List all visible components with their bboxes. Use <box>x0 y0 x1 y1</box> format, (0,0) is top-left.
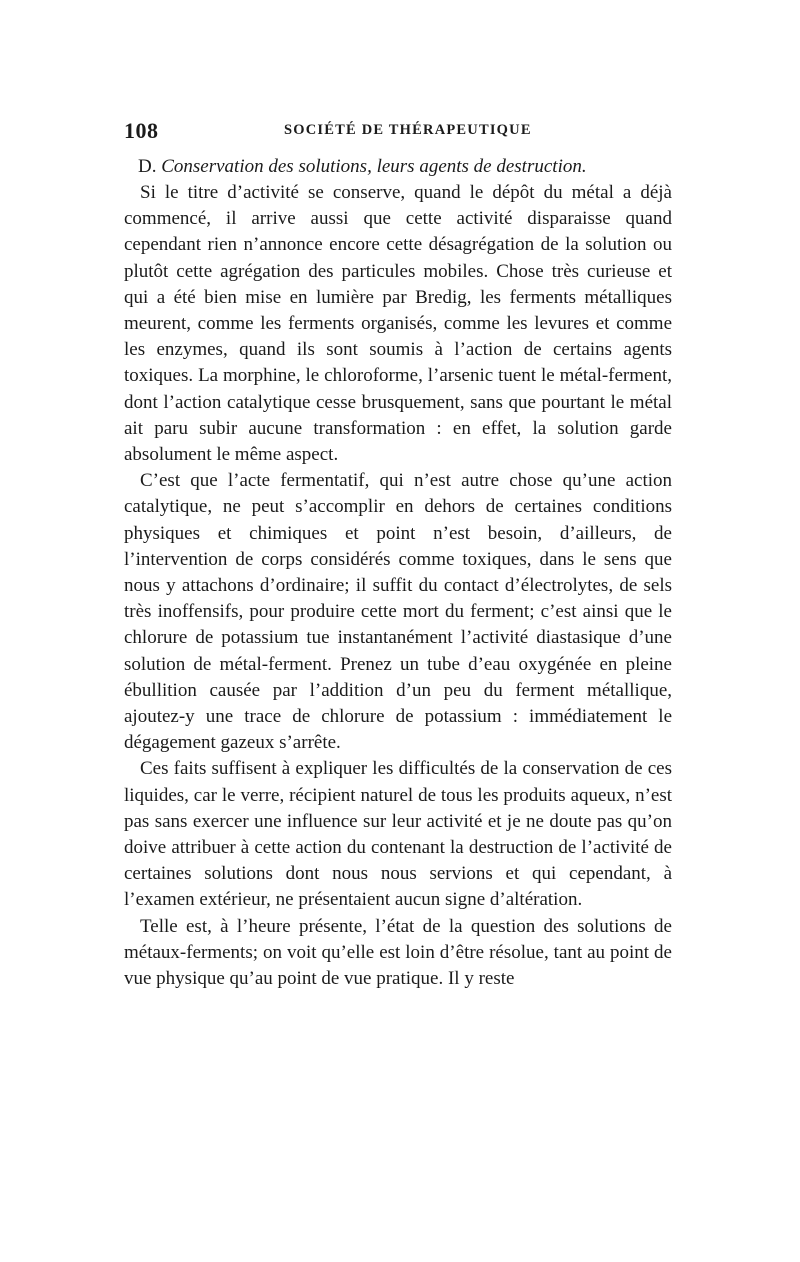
section-title: Conservation des solutions, leurs agents de destruction. <box>161 156 587 177</box>
book-page <box>124 118 672 992</box>
running-title: SOCIÉTÉ DE THÉRAPEUTIQUE <box>284 122 532 138</box>
section-label: D. <box>138 156 157 177</box>
paragraph-1: Si le titre d’activité se conserve, quand le dépôt du métal a déjà commencé, il arrive aussi que cette activité disparaisse quand cependant rien n’annonce encore cette désagrégation de la solution ou plutôt cette agrégation des particules mobiles. Chose très curieuse et qui a été bien mise en lumière par Bredig, les ferments métalliques meurent, comme les ferments organisés, comme les levures et comme les enzymes, quand ils sont soumis à l’action de certains agents toxiques. La morphine, le chloroforme, l’arsenic tuent le métal-ferment, dont l’action catalytique cesse brusquement, sans que pourtant le métal ait paru subir aucune transformation : en effet, la solution garde absolument le même aspect. <box>124 182 672 466</box>
paragraph-3: Ces faits suffisent à expliquer les difficultés de la conservation de ces liquides, car le verre, récipient naturel de tous les produits aqueux, n’est pas sans exercer une influence sur leur activité et je ne doute pas qu’on doive attribuer à cette action du contenant la destruction de l’activité de certaines solutions dont nous nous servions et qui cependant, à l’examen extérieur, ne présentaient aucun signe d’altération. <box>124 758 672 911</box>
running-head <box>124 118 672 148</box>
paragraph-4: Telle est, à l’heure présente, l’état de la question des solutions de métaux-ferments; on voit qu’elle est loin d’être résolue, tant au point de vue physique qu’au point de vue pratique. Il y reste <box>124 915 672 990</box>
paragraph-2: C’est que l’acte fermentatif, qui n’est autre chose qu’une action catalytique, ne peut s’accomplir en dehors de certaines conditions physiques et chimiques et point n’est besoin, d’ailleurs, de l’intervention de corps considérés comme toxiques, dans le sens que nous y attachons d’ordinaire; il suffit du contact d’électrolytes, de sels très inoffensifs, pour produire cette mort du ferment; c’est ainsi que le chlorure de potassium tue instantanément l’activité diastasique d’une solution de métal-ferment. Prenez un tube d’eau oxygénée en pleine ébullition causée par l’addition d’un peu du ferment métallique, ajoutez-y une trace de chlorure de potassium : immédiatement le dégagement gazeux s’arrête. <box>124 470 672 754</box>
section-heading <box>138 154 672 180</box>
page-number: 108 <box>124 118 159 143</box>
body-text <box>124 180 672 992</box>
